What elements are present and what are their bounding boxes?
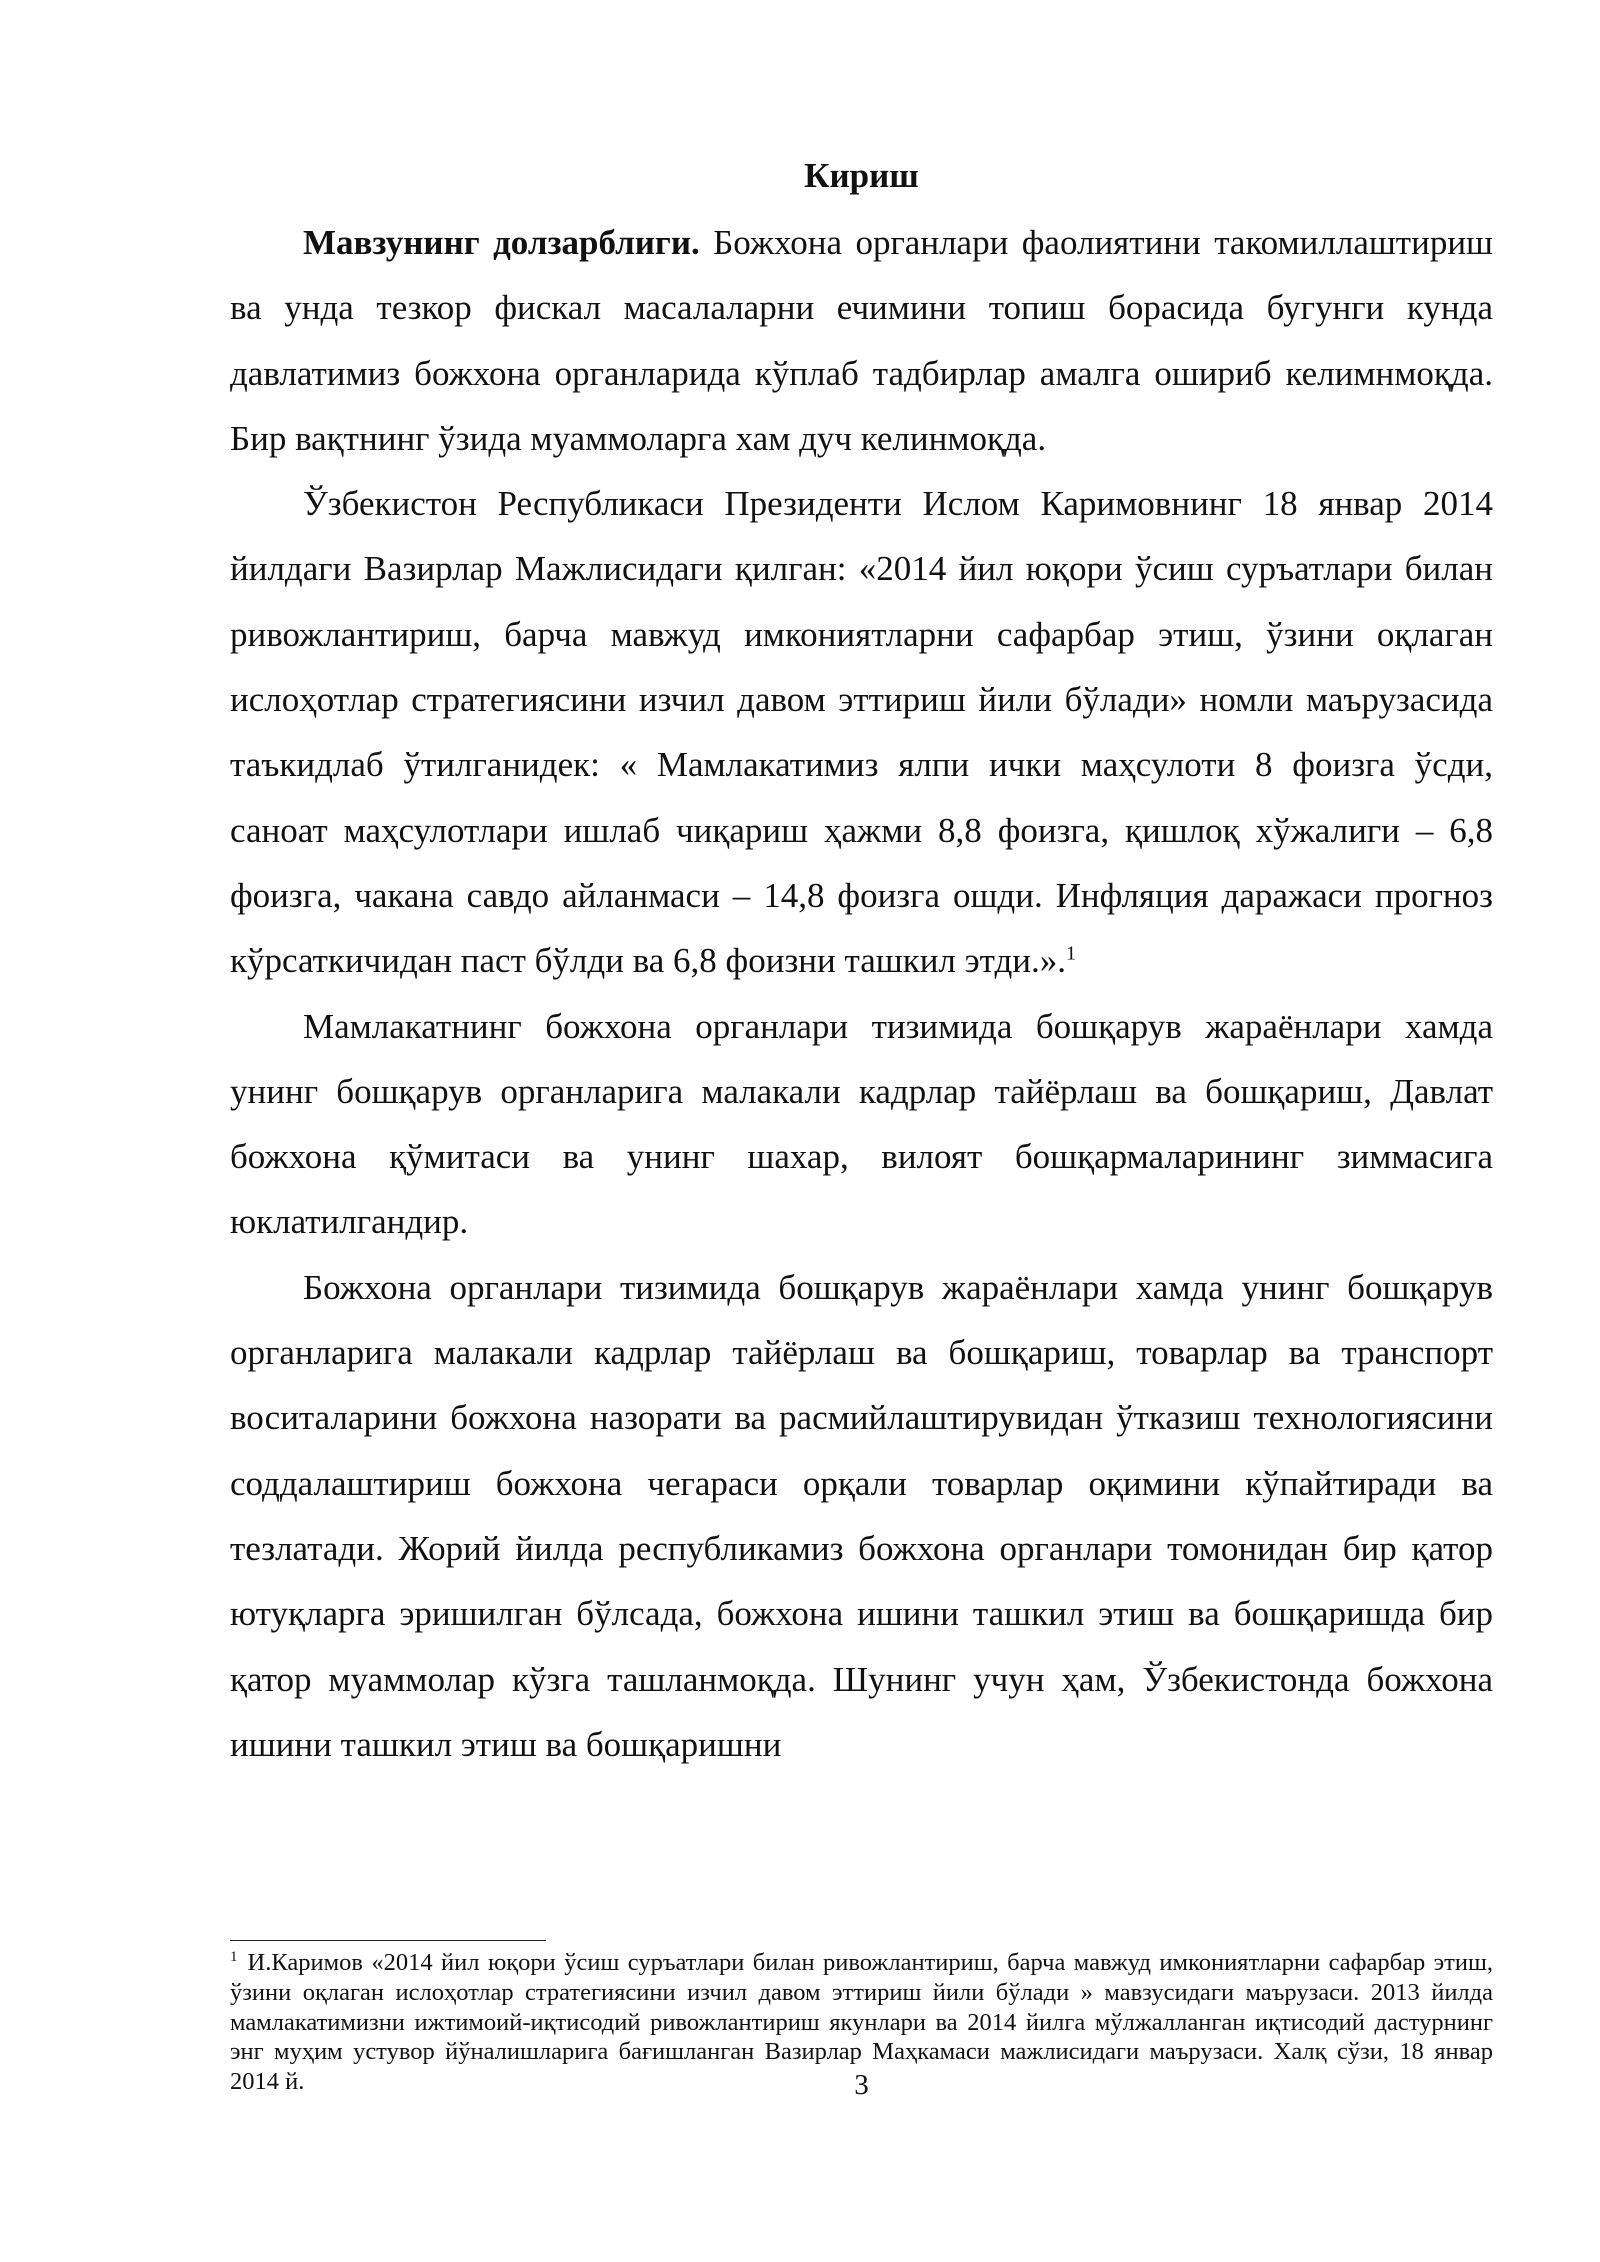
footnote-number: 1 [230, 1948, 238, 1965]
paragraph-text: Божхона органлари фаолиятини такомиллаштириш ва унда тезкор фискал масалаларни ечимини топиш борасида бугунги кунда давлатимиз божхона органларида кўплаб тадбирлар амалга ошириб келимнмоқда. Бир вақтнинг ўзида муаммоларга хам дуч келинмоқда. [230, 223, 1494, 458]
paragraph-text: Ўзбекистон Республикаси Президенти Ислом Каримовнинг 18 январ 2014 йилдаги Вазирлар Мажлисидаги қилган: «2014 йил юқори ўсиш суръатлари билан ривожлантириш, барча мавжуд имкониятларни сафарбар этиш, ўзини оқлаган ислоҳотлар стратегиясини изчил давом эттириш йили бўлади» номли маърузасида таъкидлаб ўтилганидек: « Мамлакатимиз ялпи ички маҳсулоти 8 фоизга ўсди, саноат маҳсулотлари ишлаб чиқариш ҳажми 8,8 фоизга, қишлоқ хўжалиги – 6,8 фоизга, чакана савдо айланмаси – 14,8 фоизга ошди. Инфляция даражаси прогноз кўрсаткичидан паст бўлди ва 6,8 фоизни ташкил этди.». [230, 484, 1493, 981]
paragraph-text: Божхона органлари тизимида бошқарув жараёнлари хамда унинг бошқарув органларига малакали кадрлар тайёрлаш ва бошқариш, товарлар ва транспорт воситаларини божхона назорати ва расмийлаштирувидан ўтказиш технологиясини соддалаштириш божхона чегараси орқали товарлар оқимини кўпайтиради ва тезлатади. Жорий йилда республикамиз божхона органлари томонидан бир қатор ютуқларга эришилган бўлсада, божхона ишини ташкил этиш ва бошқаришда бир қатор муаммолар кўзга ташланмоқда. Шунинг учун ҳам, Ўзбекистонда божхона ишини ташкил этиш ва бошқаришни [230, 1267, 1493, 1764]
paragraph-lead: Мавзунинг долзарблиги. [303, 223, 700, 262]
page-number: 3 [854, 2069, 869, 2101]
paragraph-text: Мамлакатнинг божхона органлари тизимида бошқарув жараёнлари хамда унинг бошқарув органларига малакали кадрлар тайёрлаш ва бошқариш, Давлат божхона қўмитаси ва унинг шахар, вилоят бошқармаларининг зиммасига юклатилгандир. [230, 1006, 1493, 1242]
paragraph-relevance [230, 210, 1493, 471]
footnote-text: И.Каримов «2014 йил юқори ўсиш суръатлари билан ривожлантириш, барча мавжуд имкониятларни сафарбар этиш, ўзини оқлаган ислоҳотлар стратегиясини изчил давом эттириш йили бўлади » мавзусидаги маърузаси. 2013 йилда мамлакатимизни ижтимоий-иқтисодий ривожлантириш якунлари ва 2014 йилга мўлжалланган иқтисодий дастурнинг энг муҳим устувор йўналишларига бағишланган Вазирлар Маҳкамаси мажлисидаги маърузаси. Халқ сўзи, 18 январ 2014 й. [230, 1949, 1493, 2096]
footnote-reference[interactable]: 1 [1066, 942, 1077, 965]
paragraph-customs-system [230, 1255, 1493, 1777]
footnote-separator [230, 1940, 546, 1941]
body-text [230, 210, 1493, 1777]
paragraph-president-quote [230, 471, 1493, 993]
section-heading: Кириш [804, 156, 919, 195]
paragraph-customs-management [230, 994, 1493, 1255]
